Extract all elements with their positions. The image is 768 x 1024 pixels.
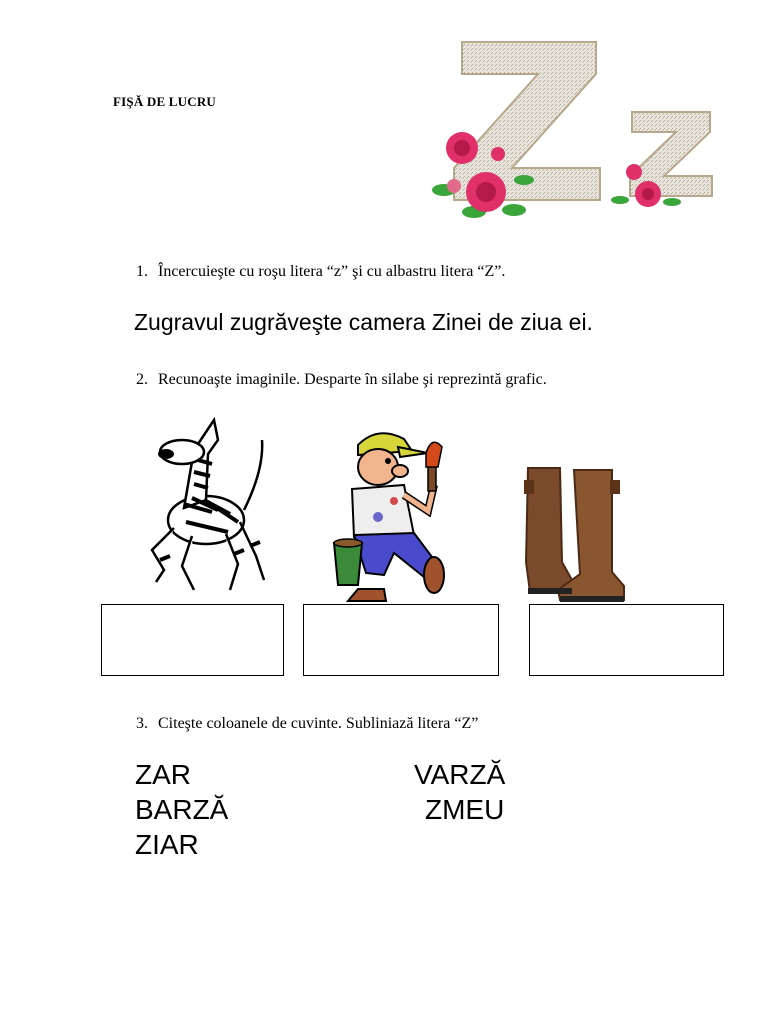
task-number: 1. <box>136 263 148 280</box>
boots-icon <box>520 462 630 602</box>
answer-box-zebra[interactable] <box>101 604 284 676</box>
word-left-1: ZAR <box>135 759 191 790</box>
task-2 <box>136 371 547 389</box>
zebra-icon <box>134 410 284 600</box>
task-text: Recunoaşte imaginile. Desparte în silabe şi reprezintă grafic. <box>158 371 547 388</box>
task-1 <box>136 263 505 281</box>
word-left-2: BARZĂ <box>135 794 229 825</box>
word-left-3: ZIAR <box>135 829 199 860</box>
painter-icon <box>328 425 468 605</box>
worksheet-title: FIŞĂ DE LUCRU <box>113 94 217 109</box>
word-right-1: VARZĂ <box>414 759 506 790</box>
task-number: 3. <box>136 715 148 732</box>
word-right-2: ZMEU <box>425 794 505 825</box>
practice-sentence: Zugravul zugrăveşte camera Zinei de ziua ei. <box>134 309 593 335</box>
answer-box-boots[interactable] <box>529 604 724 676</box>
task-text: Încercuieşte cu roşu litera “z” şi cu albastru litera “Z”. <box>158 263 506 280</box>
task-text: Citeşte coloanele de cuvinte. Subliniază litera “Z” <box>158 715 479 732</box>
answer-box-painter[interactable] <box>303 604 499 676</box>
letter-z-decoration <box>424 40 724 225</box>
task-3 <box>136 715 478 733</box>
task-number: 2. <box>136 371 148 388</box>
